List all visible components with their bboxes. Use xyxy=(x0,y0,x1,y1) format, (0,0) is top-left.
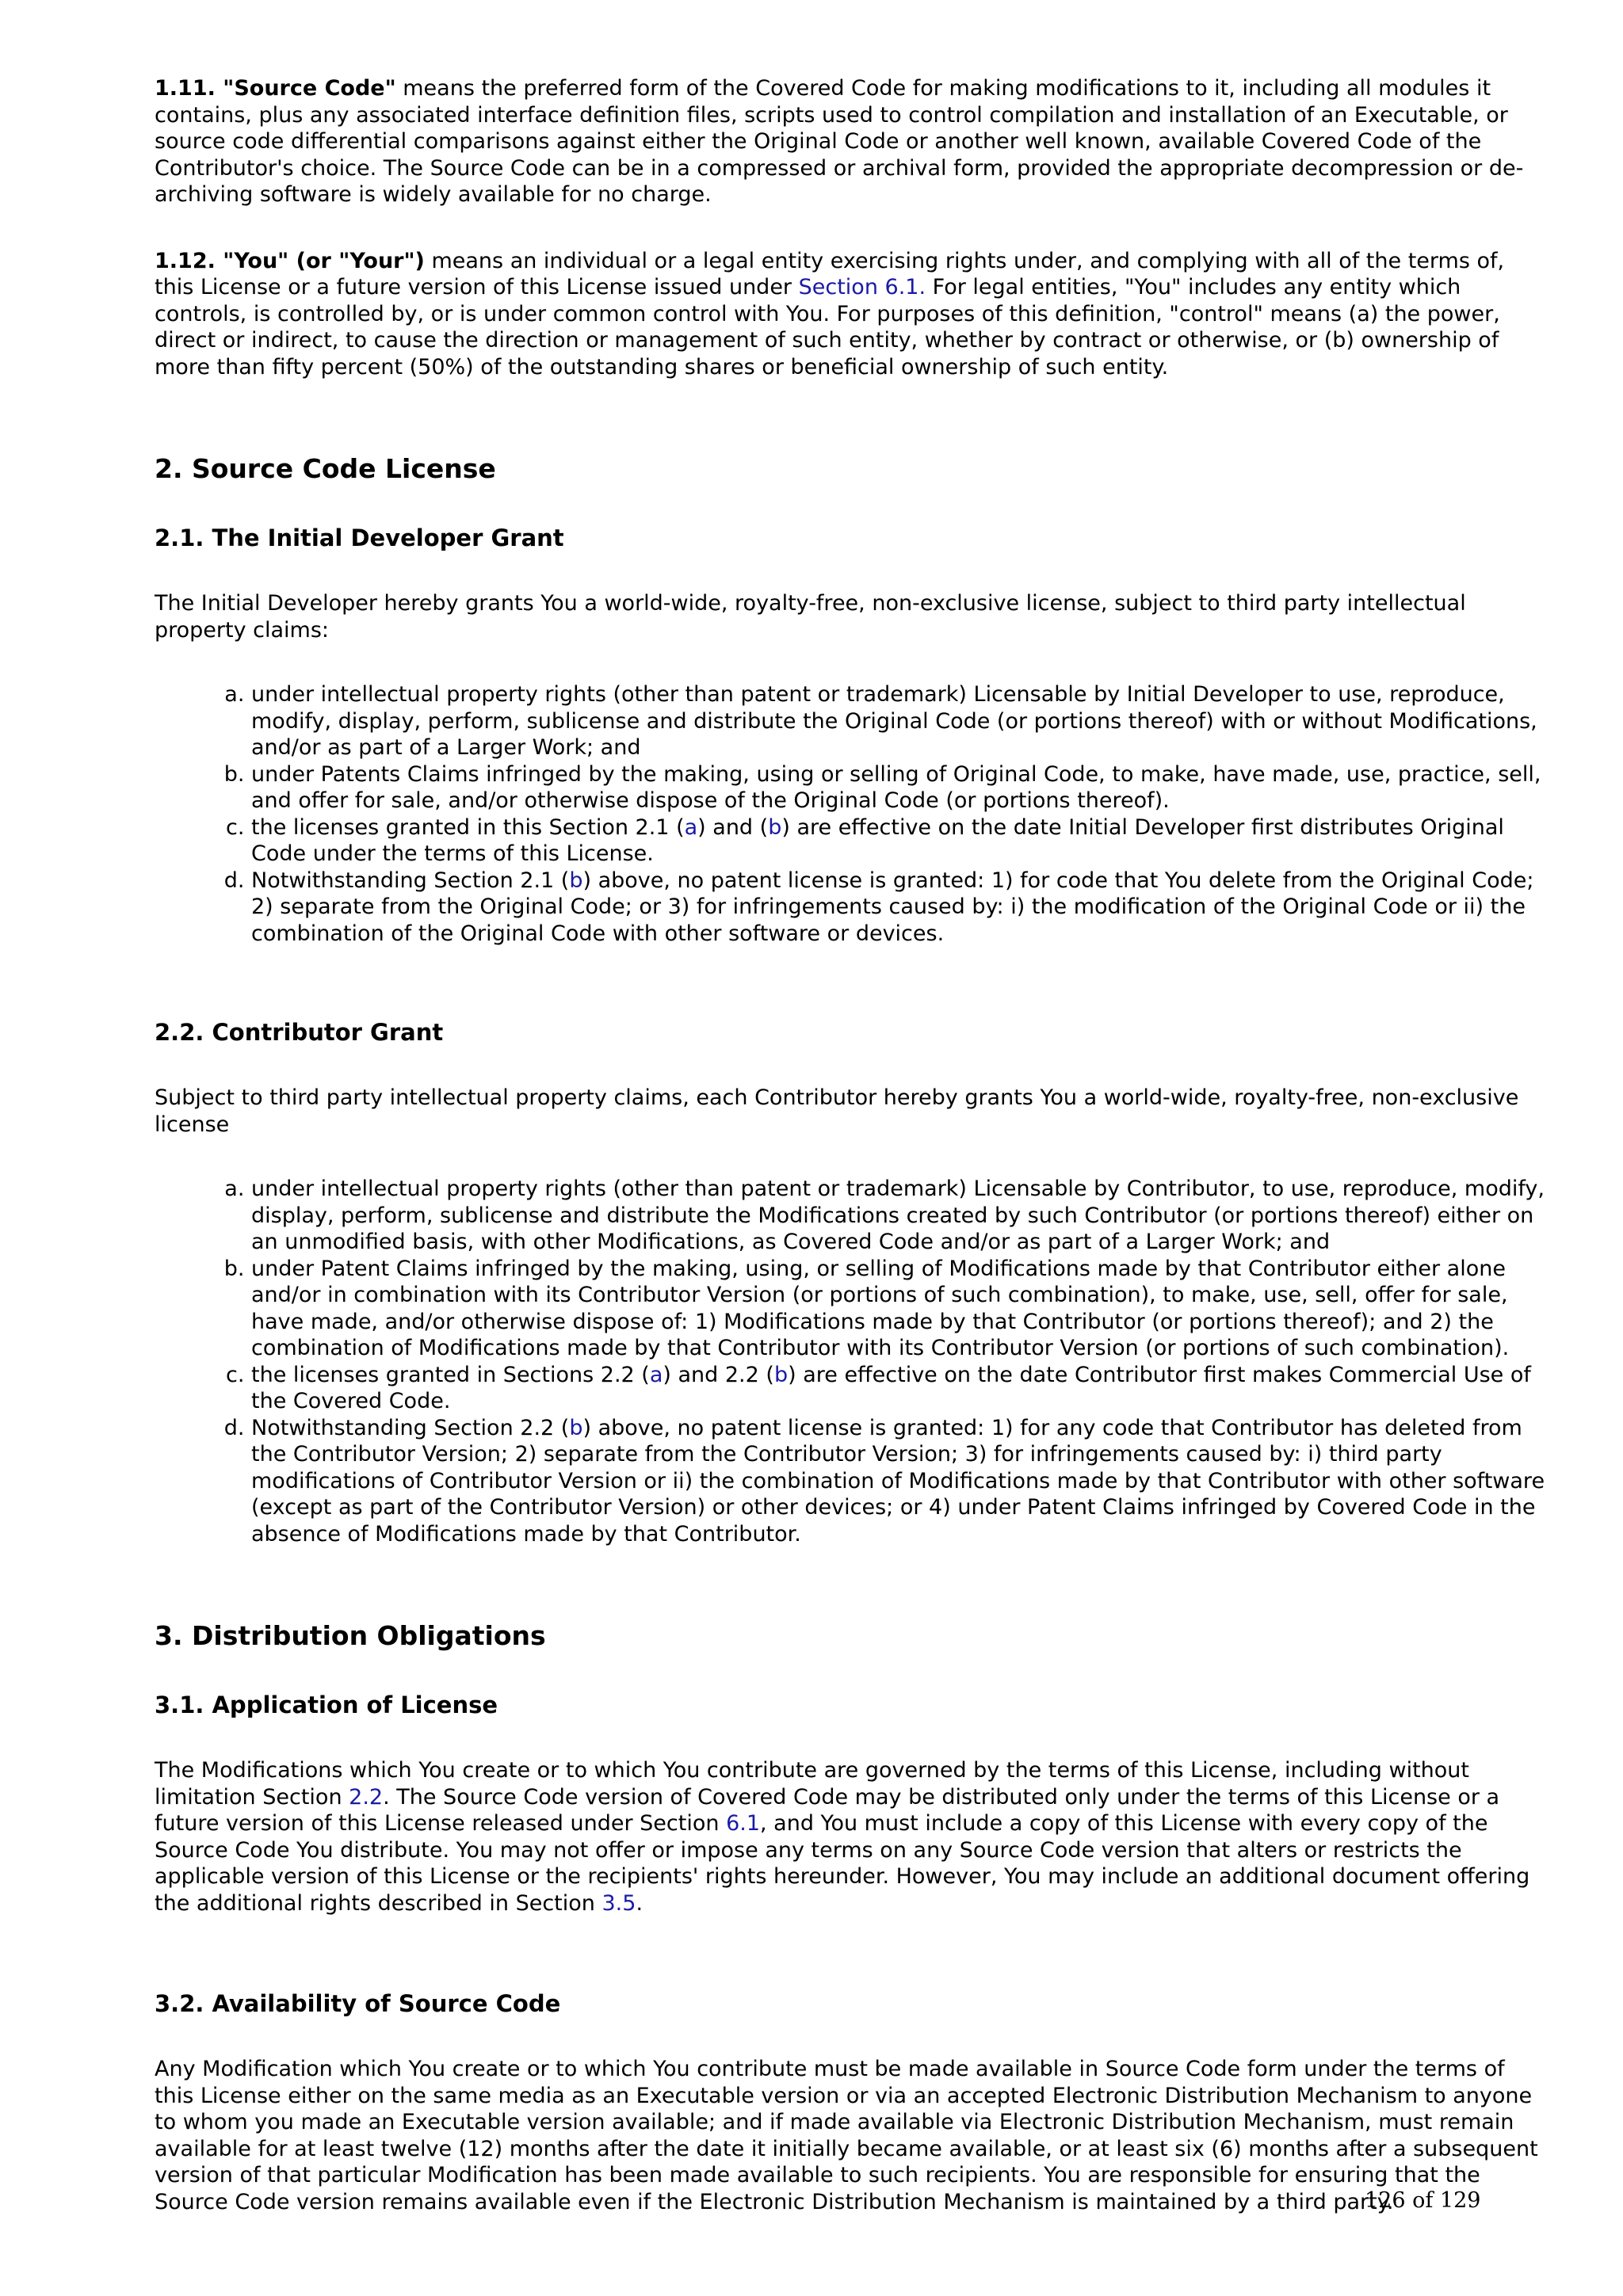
paragraph-2-1-intro: The Initial Developer hereby grants You a world-wide, royalty-free, non-exclusive license, subject to third party intellectual property claims: xyxy=(155,591,1466,643)
section-heading-2: 2. Source Code License xyxy=(155,453,496,484)
list-2-1 xyxy=(155,681,1549,947)
section-heading-3: 3. Distribution Obligations xyxy=(155,1620,546,1651)
subsection-heading-3-1: 3.1. Application of License xyxy=(155,1691,498,1718)
section-2-2-link[interactable]: 2.2 xyxy=(349,1784,384,1810)
ref-link-b[interactable]: b xyxy=(569,868,583,893)
definition-text: means the preferred form of the Covered Code for making modifications to it, including all modules it contains, plus any associated interface definition files, scripts used to control compilation and installation of an Executable, or source code differential comparisons against either the Original Code or another well known, available Covered Code of the Contributor's choice. The Source Code can be in a compressed or archival form, provided the appropriate decompression or de-archiving software is widely available for no charge. xyxy=(155,76,1524,207)
ref-link-b[interactable]: b xyxy=(569,1415,583,1440)
list-item: c. the licenses granted in Sections 2.2 (a) and 2.2 (b) are effective on the date Contributor first makes Commercial Use of the Covered Code. xyxy=(251,1362,1549,1415)
list-item: c. the licenses granted in this Section 2.1 (a) and (b) are effective on the date Initial Developer first distributes Original Code under the terms of this License. xyxy=(251,814,1549,868)
term-you: 1.12. "You" (or "Your") xyxy=(155,248,425,273)
definition-1-12: 1.12. "You" (or "Your") means an individual or a legal entity exercising rights under, and complying with all of the terms of, this License or a future version of this License issued under Section 6.1. For legal entities, "You" includes any entity which controls, is controlled by, or is under common control with You. For purposes of this definition, "control" means (a) the power, direct or indirect, to cause the direction or management of such entity, whether by contract or otherwise, or (b) ownership of more than fifty percent (50%) of the outstanding shares or beneficial ownership of such entity. xyxy=(155,248,1505,379)
list-item: b. under Patents Claims infringed by the making, using or selling of Original Code, to make, have made, use, practice, sell, and offer for sale, and/or otherwise dispose of the Original Code (or portions thereof). xyxy=(251,761,1549,814)
paragraph-2-2-intro: Subject to third party intellectual property claims, each Contributor hereby grants You a world-wide, royalty-free, non-exclusive license xyxy=(155,1085,1519,1137)
paragraph-3-2: Any Modification which You create or to which You contribute must be made available in Source Code form under the terms of this License either on the same media as an Executable version or via an accepted Electronic Distribution Mechanism to anyone to whom you made an Executable version available; and if made available via Electronic Distribution Mechanism, must remain available for at least twelve (12) months after the date it initially became available, or at least six (6) months after a subsequent version of that particular Modification has been made available to such recipients. You are responsible for ensuring that the Source Code version remains available even if the Electronic Distribution Mechanism is maintained by a third party. xyxy=(155,2057,1538,2214)
ref-link-b[interactable]: b xyxy=(768,814,782,840)
list-item: a. under intellectual property rights (other than patent or trademark) Licensable by Contributor, to use, reproduce, modify, display, perform, sublicense and distribute the Modifications created by such Contributor (or portions thereof) either on an unmodified basis, with other Modifications, as Covered Code and/or as part of a Larger Work; and xyxy=(251,1176,1549,1256)
document-page xyxy=(155,75,1549,2215)
section-3-5-link[interactable]: 3.5 xyxy=(601,1890,636,1916)
list-2-2 xyxy=(155,1176,1549,1547)
list-item: b. under Patent Claims infringed by the making, using, or selling of Modifications made by that Contributor either alone and/or in combination with its Contributor Version (or portions of such combination), to make, use, sell, offer for sale, have made, and/or otherwise dispose of: 1) Modifications made by that Contributor (or portions thereof); and 2) the combination of Modifications made by that Contributor with its Contributor Version (or portions of such combination). xyxy=(251,1256,1549,1362)
paragraph-3-1: The Modifications which You create or to which You contribute are governed by the terms of this License, including without limitation Section 2.2. The Source Code version of Covered Code may be distributed only under the terms of this License or a future version of this License released under Section 6.1, and You must include a copy of this License with every copy of the Source Code You distribute. You may not offer or impose any terms on any Source Code version that alters or restricts the applicable version of this License or the recipients' rights hereunder. However, You may include an additional document offering the additional rights described in Section 3.5. xyxy=(155,1758,1530,1916)
section-6-1-link[interactable]: 6.1 xyxy=(726,1811,761,1836)
term-source-code: 1.11. "Source Code" xyxy=(155,76,396,101)
definition-1-11 xyxy=(155,75,1549,208)
subsection-heading-3-2: 3.2. Availability of Source Code xyxy=(155,1990,561,2017)
section-6-1-link[interactable]: Section 6.1. xyxy=(798,275,926,299)
list-item: d. Notwithstanding Section 2.1 (b) above, no patent license is granted: 1) for code that You delete from the Original Code; 2) separate from the Original Code; or 3) for infringements caused by: i) the modification of the Original Code or ii) the combination of the Original Code with other software or devices. xyxy=(251,868,1549,948)
ref-link-a[interactable]: a xyxy=(649,1362,663,1387)
list-item: d. Notwithstanding Section 2.2 (b) above, no patent license is granted: 1) for any code that Contributor has deleted from the Contributor Version; 2) separate from the Contributor Version; 3) for infringements caused by: i) third party modifications of Contributor Version or ii) the combination of Modifications made by that Contributor with other software (except as part of the Contributor Version) or other devices; or 4) under Patent Claims infringed by Covered Code in the absence of Modifications made by that Contributor. xyxy=(251,1415,1549,1548)
subsection-heading-2-2: 2.2. Contributor Grant xyxy=(155,1019,444,1046)
ref-link-a[interactable]: a xyxy=(684,814,698,840)
list-item: a. under intellectual property rights (other than patent or trademark) Licensable by Initial Developer to use, reproduce, modify, display, perform, sublicense and distribute the Original Code (or portions thereof) with or without Modifications, and/or as part of a Larger Work; and xyxy=(251,681,1549,761)
page-number: 126 of 129 xyxy=(1365,2188,1481,2213)
subsection-heading-2-1: 2.1. The Initial Developer Grant xyxy=(155,524,564,551)
ref-link-b[interactable]: b xyxy=(773,1362,789,1387)
